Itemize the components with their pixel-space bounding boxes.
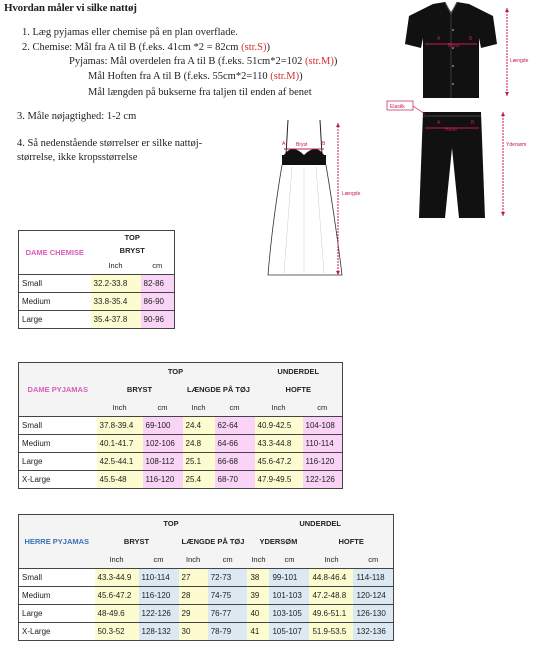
instruction-4b: størrelse, ikke kropsstørrelse: [17, 152, 138, 163]
table-row: Small: [19, 569, 95, 587]
table-row: Small: [19, 417, 97, 435]
table-row: Medium: [19, 293, 91, 311]
chemise-diagram: [262, 115, 382, 285]
table-row: Large: [19, 311, 91, 329]
pyjama-diagram: [385, 0, 546, 225]
table-dame-chemise: DAME CHEMISE TOP BRYST Inch cm Small 32.2-33.8 82-86 Medium 33.8-35.4 86-90 Large 35.4-37.8 90-96: [18, 230, 175, 329]
table-row: X-Large: [19, 471, 97, 489]
chemise-laengde-label: Længde: [342, 191, 361, 197]
svg-text:A: A: [282, 141, 286, 147]
instruction-1: 1. Læg pyjamas eller chemise på en plan overflade.: [22, 27, 238, 38]
instruction-3: 3. Måle nøjagtighed: 1-2 cm: [17, 111, 137, 122]
diagram-a-label: A: [437, 36, 441, 42]
table-herre-pyjamas: HERRE PYJAMAS TOP UNDERDEL BRYST LÆNGDE PÅ TØJ YDERSØM HOFTE Inch cm Inch cm Inch cm Inch cm Small 43.3-44.9 110-114 27 72-73 38 99-101 44.8-46.4 114-118 Medium 45.6-47.2 116-120 28 74-75 39 101-103 47.2-48.8 120-124 Large 48-49.6 122-126 29 76-77 40 103-105 49.6-51.1 126-130 X-Large 50.3-52 128-132 30 78-79 41 105-107 51.9-53.5 132-136: [18, 514, 394, 641]
svg-text:B: B: [322, 141, 326, 147]
diagram-bryst-label: Bryst: [448, 43, 460, 49]
page-title: Hvordan måler vi silke nattøj: [4, 2, 137, 14]
instruction-2-length: Mål længden på bukserne fra taljen til enden af benet: [88, 87, 312, 98]
diagram-b-label: B: [469, 36, 473, 42]
instruction-2-hip: Mål Hoften fra A til B (f.eks. 55cm*2=110 (str.M)): [88, 71, 303, 82]
svg-text:B: B: [471, 120, 475, 126]
diagram-hofte-label: Hofte: [445, 127, 457, 133]
diagram-ydersom-label: Ydersøm: [506, 142, 527, 148]
size-m-highlight: (str.M): [305, 56, 334, 67]
diagram-elastik-label: Elastik: [390, 104, 405, 110]
size-s-highlight: (str.S): [241, 42, 267, 53]
table-row: X-Large: [19, 623, 95, 641]
table1-label: DAME CHEMISE: [19, 231, 91, 275]
table-row: Medium: [19, 435, 97, 453]
size-m-highlight-2: (str.M): [270, 71, 300, 82]
table-row: Large: [19, 605, 95, 623]
chemise-bryst-label: Bryst: [296, 142, 308, 148]
table-row: Small: [19, 275, 91, 293]
svg-text:A: A: [437, 120, 441, 126]
instruction-2-pyjamas: Pyjamas: Mål overdelen fra A til B (f.eks. 51cm*2=102 (str.M)): [69, 56, 338, 67]
table-row: Large: [19, 453, 97, 471]
table3-label: HERRE PYJAMAS: [19, 515, 95, 569]
instruction-4a: 4. Så nedenstående størrelser er silke nattøj-: [17, 138, 203, 149]
chemise-top: [282, 155, 326, 165]
table-dame-pyjamas: DAME PYJAMAS TOP UNDERDEL BRYST LÆNGDE PÅ TØJ HOFTE Inch cm Inch cm Inch cm Small 37.8-39.4 69-100 24.4 62-64 40.9-42.5 104-108 Medium 40.1-41.7 102-106 24.8 64-66 43.3-44.8 110-114 Large 42.5-44.1 108-112 25.1 66-68 45.6-47.2 116-120 X-Large 45.5-48 116-120 25.4 68-70 47.9-49.5 122-126: [18, 362, 343, 489]
instruction-2-chemise: 2. Chemise: Mål fra A til B (f.eks. 41cm *2 = 82cm (str.S)): [22, 42, 270, 53]
table2-label: DAME PYJAMAS: [19, 363, 97, 417]
chemise-dress: [268, 165, 342, 275]
table-row: Medium: [19, 587, 95, 605]
diagram-laengde-label: Længde: [510, 58, 529, 64]
